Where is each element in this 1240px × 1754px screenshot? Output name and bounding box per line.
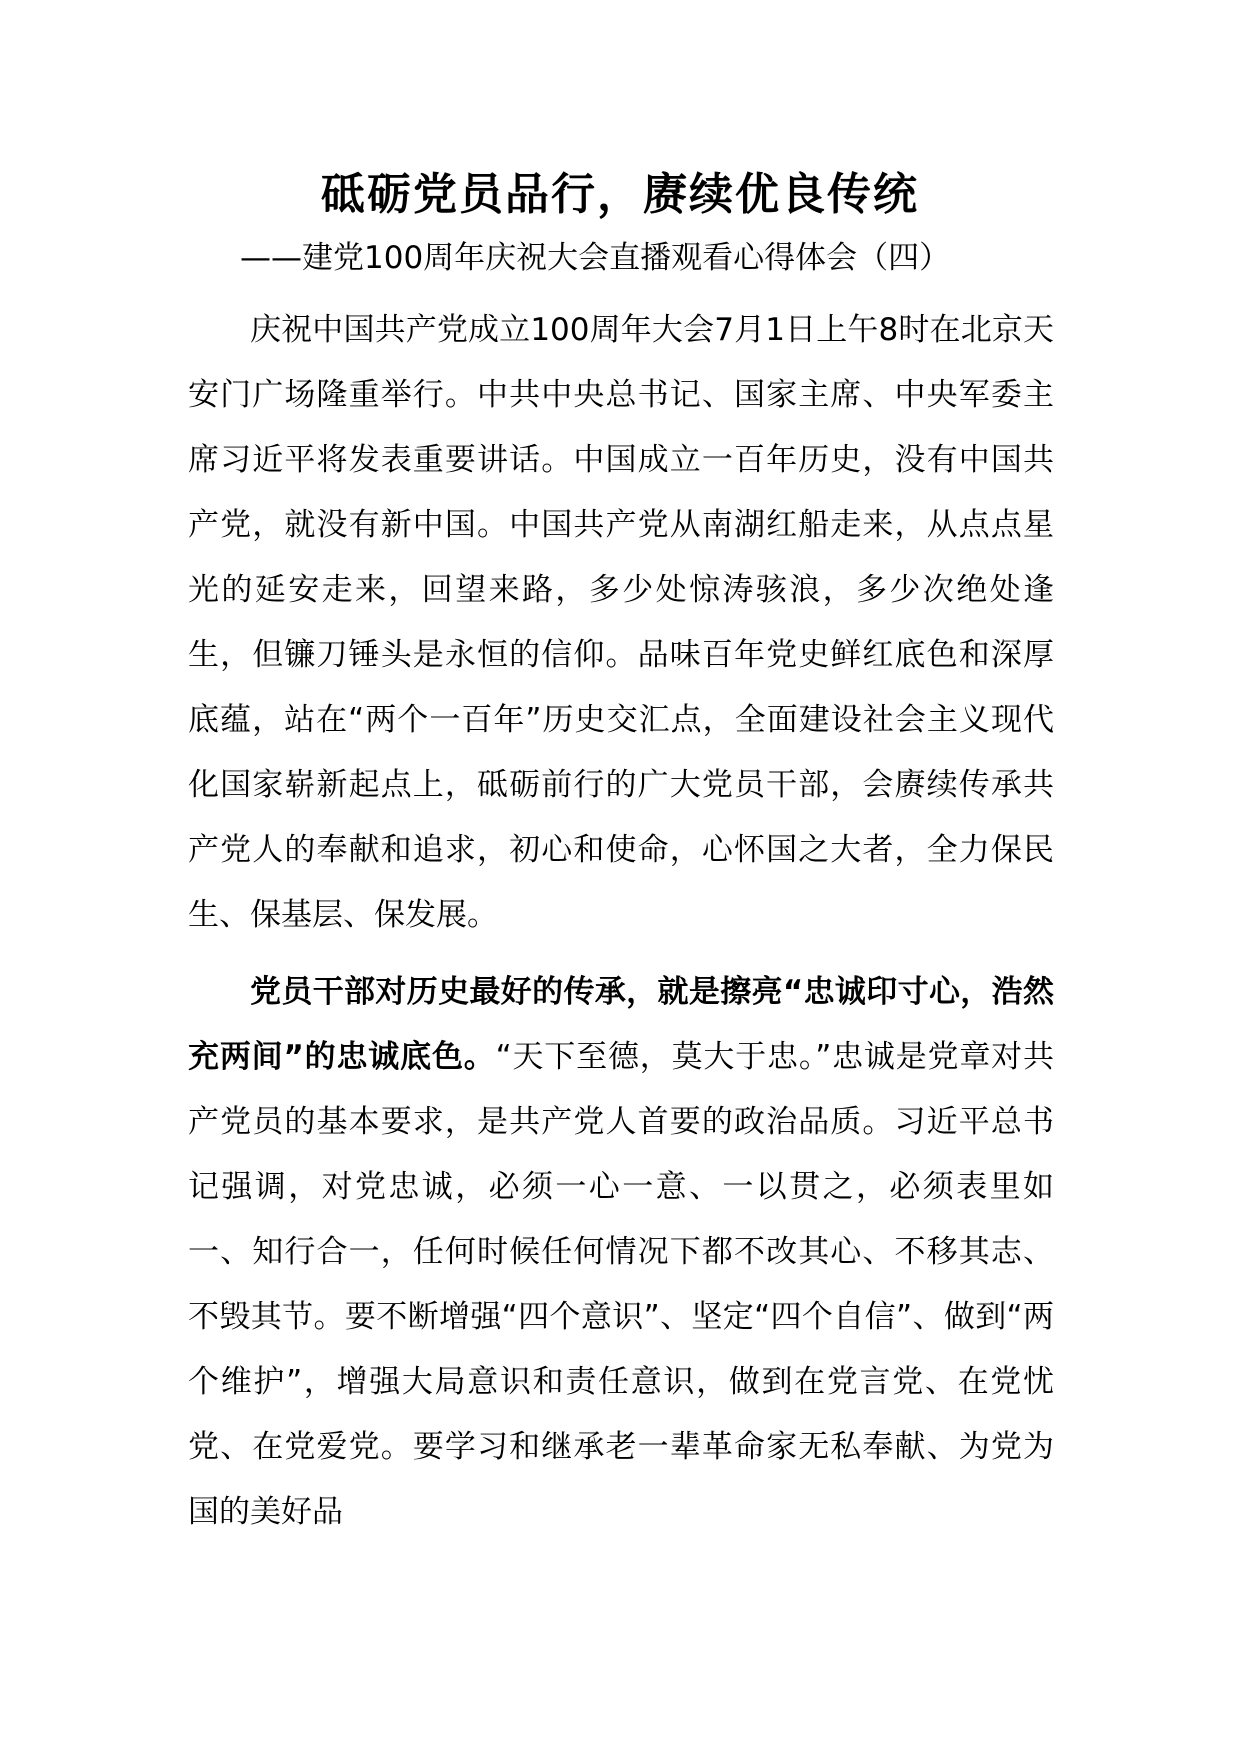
document-body	[188, 298, 1054, 1545]
paragraph-1-text: 庆祝中国共产党成立100周年大会7月1日上午8时在北京天安门广场隆重举行。中共中央总书记、国家主席、中央军委主席习近平将发表重要讲话。中国成立一百年历史，没有中国共产党，就没有新中国。中国共产党从南湖红船走来，从点点星光的延安走来，回望来路，多少处惊涛骇浪，多少次绝处逢生，但镰刀锤头是永恒的信仰。品味百年党史鲜红底色和深厚底蕴，站在“两个一百年”历史交汇点，全面建设社会主义现代化国家崭新起点上，砥砺前行的广大党员干部，会赓续传承共产党人的奉献和追求，初心和使命，心怀国之大者，全力保民生、保基层、保发展。	[188, 312, 1054, 933]
paragraph-1	[188, 298, 1054, 948]
paragraph-2	[188, 960, 1054, 1545]
document-subtitle: ——建党100周年庆祝大会直播观看心得体会（四）	[240, 240, 951, 276]
paragraph-2-text: “天下至德，莫大于忠。”忠诚是党章对共产党员的基本要求，是共产党人首要的政治品质。习近平总书记强调，对党忠诚，必须一心一意、一以贯之，必须表里如一、知行合一，任何时候任何情况下都不改其心、不移其志、不毁其节。要不断增强“四个意识”、坚定“四个自信”、做到“两个维护”，增强大局意识和责任意识，做到在党言党、在党忧党、在党爱党。要学习和继承老一辈革命家无私奉献、为党为国的美好品	[188, 1039, 1054, 1530]
document-title: 砥砺党员品行，赓续优良传统	[321, 169, 919, 220]
paragraph-2-lead: 党员干部对历史最好的传承，就是擦亮“忠诚印寸心，浩然充两间”的忠诚底色。	[188, 974, 1054, 1075]
